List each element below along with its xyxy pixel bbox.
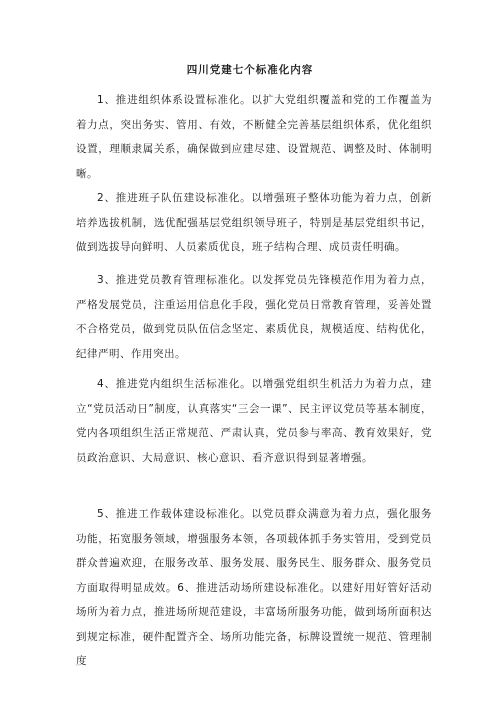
paragraph-2: 2、推进班子队伍建设标准化。以增强班子整体功能为着力点，创新培养选拔机制，选优配强基层党组织领导班子，特别是基层党组织书记，做到选拔导向鲜明、人员素质优良，班子结构合理、成员责任明确。	[76, 192, 432, 253]
paragraph-5: 5、推进工作载体建设标准化。以党员群众满意为着力点，强化服务功能，拓宽服务领域，增强服务本领，各项载体抓手务实管用，受到党员群众普遍欢迎，在服务改革、服务发展、服务民生、服务群众、服务党员方面取得明显成效。6、推进活动场所建设标准化。以建好用好管好活动场所为着力点，推进场所规范建设，丰富场所服务功能，做到场所面积达到规定标准，硬件配置齐全、场所功能完备，标牌设置统一规范、管理制度	[76, 508, 432, 667]
document-title: 四川党建七个标准化内容	[186, 64, 314, 76]
paragraph-1: 1、推进组织体系设置标准化。以扩大党组织覆盖和党的工作覆盖为着力点，突出务实、管用、有效，不断健全完善基层组织体系，优化组织设置，理顺隶属关系，确保做到应建尽建、设置规范、调整及时、体制明晰。	[76, 94, 432, 180]
paragraph-4: 4、推进党内组织生活标准化。以增强党组织生机活力为着力点，建立“党员活动日”制度，认真落实“三会一课”、民主评议党员等基本制度，党内各项组织生活正常规范、严肃认真，党员参与率高、教育效果好，党员政治意识、大局意识、核心意识、看齐意识得到显著增强。	[76, 378, 432, 464]
paragraph-3: 3、推进党员教育管理标准化。以发挥党员先锋模范作用为着力点，严格发展党员，注重运用信息化手段，强化党员日常教育管理，妥善处置不合格党员，做到党员队伍信念坚定、素质优良，规模适度、结构优化，纪律严明、作用突出。	[76, 274, 432, 360]
